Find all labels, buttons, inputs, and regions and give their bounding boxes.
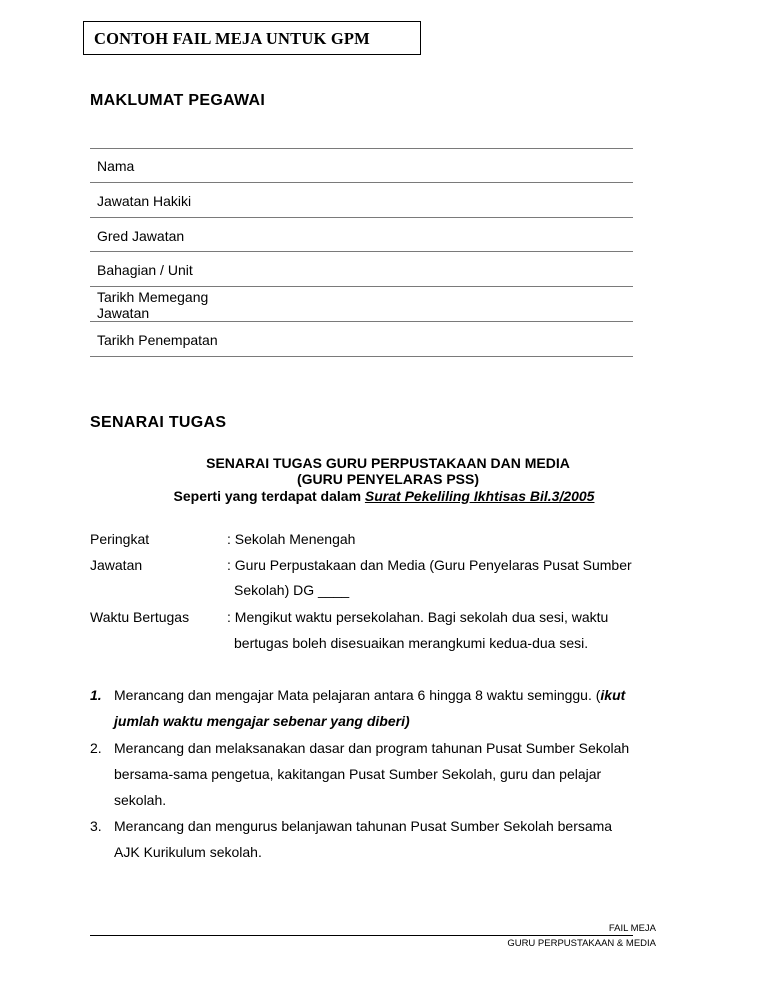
title-box <box>83 21 421 55</box>
center-heading-line3 <box>0 488 768 504</box>
form-rule <box>90 148 633 149</box>
field-label-bahagian-unit: Bahagian / Unit <box>97 262 193 278</box>
field-label-tarikh-memegang: Tarikh Memegang <box>97 289 209 305</box>
form-rule <box>90 356 633 357</box>
task-3-line2: AJK Kurikulum sekolah. <box>114 844 262 860</box>
task-2-line3: sekolah. <box>114 792 167 808</box>
task-1-text: Merancang dan mengajar Mata pelajaran antara 6 hingga 8 waktu seminggu. ( <box>114 687 601 703</box>
waktu-value: : Mengikut waktu persekolahan. Bagi sekolah dua sesi, waktu <box>227 609 609 625</box>
task-2-line1: Merancang dan melaksanakan dasar dan program tahunan Pusat Sumber Sekolah <box>114 740 630 756</box>
field-label-tarikh-penempatan: Tarikh Penempatan <box>97 332 218 348</box>
task-number-1: 1. <box>90 687 102 703</box>
footer-line1: FAIL MEJA <box>608 923 656 934</box>
form-rule <box>90 286 633 287</box>
task-number-3: 3. <box>90 818 102 834</box>
jawatan-label: Jawatan <box>90 557 143 573</box>
center-heading-line2: (GURU PENYELARAS PSS) <box>296 471 480 487</box>
circular-reference: Surat Pekeliling Ikhtisas Bil.3/2005 <box>364 488 595 504</box>
task-1-line2: jumlah waktu mengajar sebenar yang diberi) <box>114 713 410 729</box>
task-1-line1 <box>114 687 625 703</box>
field-label-jawatan-hakiki: Jawatan Hakiki <box>97 193 192 209</box>
title-text: CONTOH FAIL MEJA UNTUK GPM <box>94 29 370 48</box>
footer-rule <box>90 935 633 936</box>
form-rule <box>90 251 633 252</box>
peringkat-label: Peringkat <box>90 531 150 547</box>
waktu-label: Waktu Bertugas <box>90 609 190 625</box>
section-heading-tasks: SENARAI TUGAS <box>90 414 227 431</box>
field-label-jawatan: Jawatan <box>97 305 150 321</box>
peringkat-value: : Sekolah Menengah <box>227 531 356 547</box>
field-label-gred-jawatan: Gred Jawatan <box>97 228 185 244</box>
footer-line2: GURU PERPUSTAKAAN & MEDIA <box>507 938 656 949</box>
task-2-line2: bersama-sama pengetua, kakitangan Pusat Sumber Sekolah, guru dan pelajar <box>114 766 602 782</box>
center-heading-prefix: Seperti yang terdapat dalam <box>173 488 365 504</box>
waktu-value-cont: bertugas boleh disesuaikan merangkumi kedua-dua sesi. <box>234 635 589 651</box>
form-rule <box>90 182 633 183</box>
task-1-emphasis: ikut <box>600 687 626 703</box>
field-label-nama: Nama <box>97 158 135 174</box>
section-heading-staff: MAKLUMAT PEGAWAI <box>90 92 266 109</box>
task-3-line1: Merancang dan mengurus belanjawan tahunan Pusat Sumber Sekolah bersama <box>114 818 613 834</box>
jawatan-value: : Guru Perpustakaan dan Media (Guru Penyelaras Pusat Sumber <box>227 557 632 573</box>
center-heading-line1: SENARAI TUGAS GURU PERPUSTAKAAN DAN MEDIA <box>206 455 570 471</box>
form-rule <box>90 217 633 218</box>
form-rule <box>90 321 633 322</box>
task-number-2: 2. <box>90 740 102 756</box>
jawatan-value-cont: Sekolah) DG ____ <box>234 582 350 598</box>
